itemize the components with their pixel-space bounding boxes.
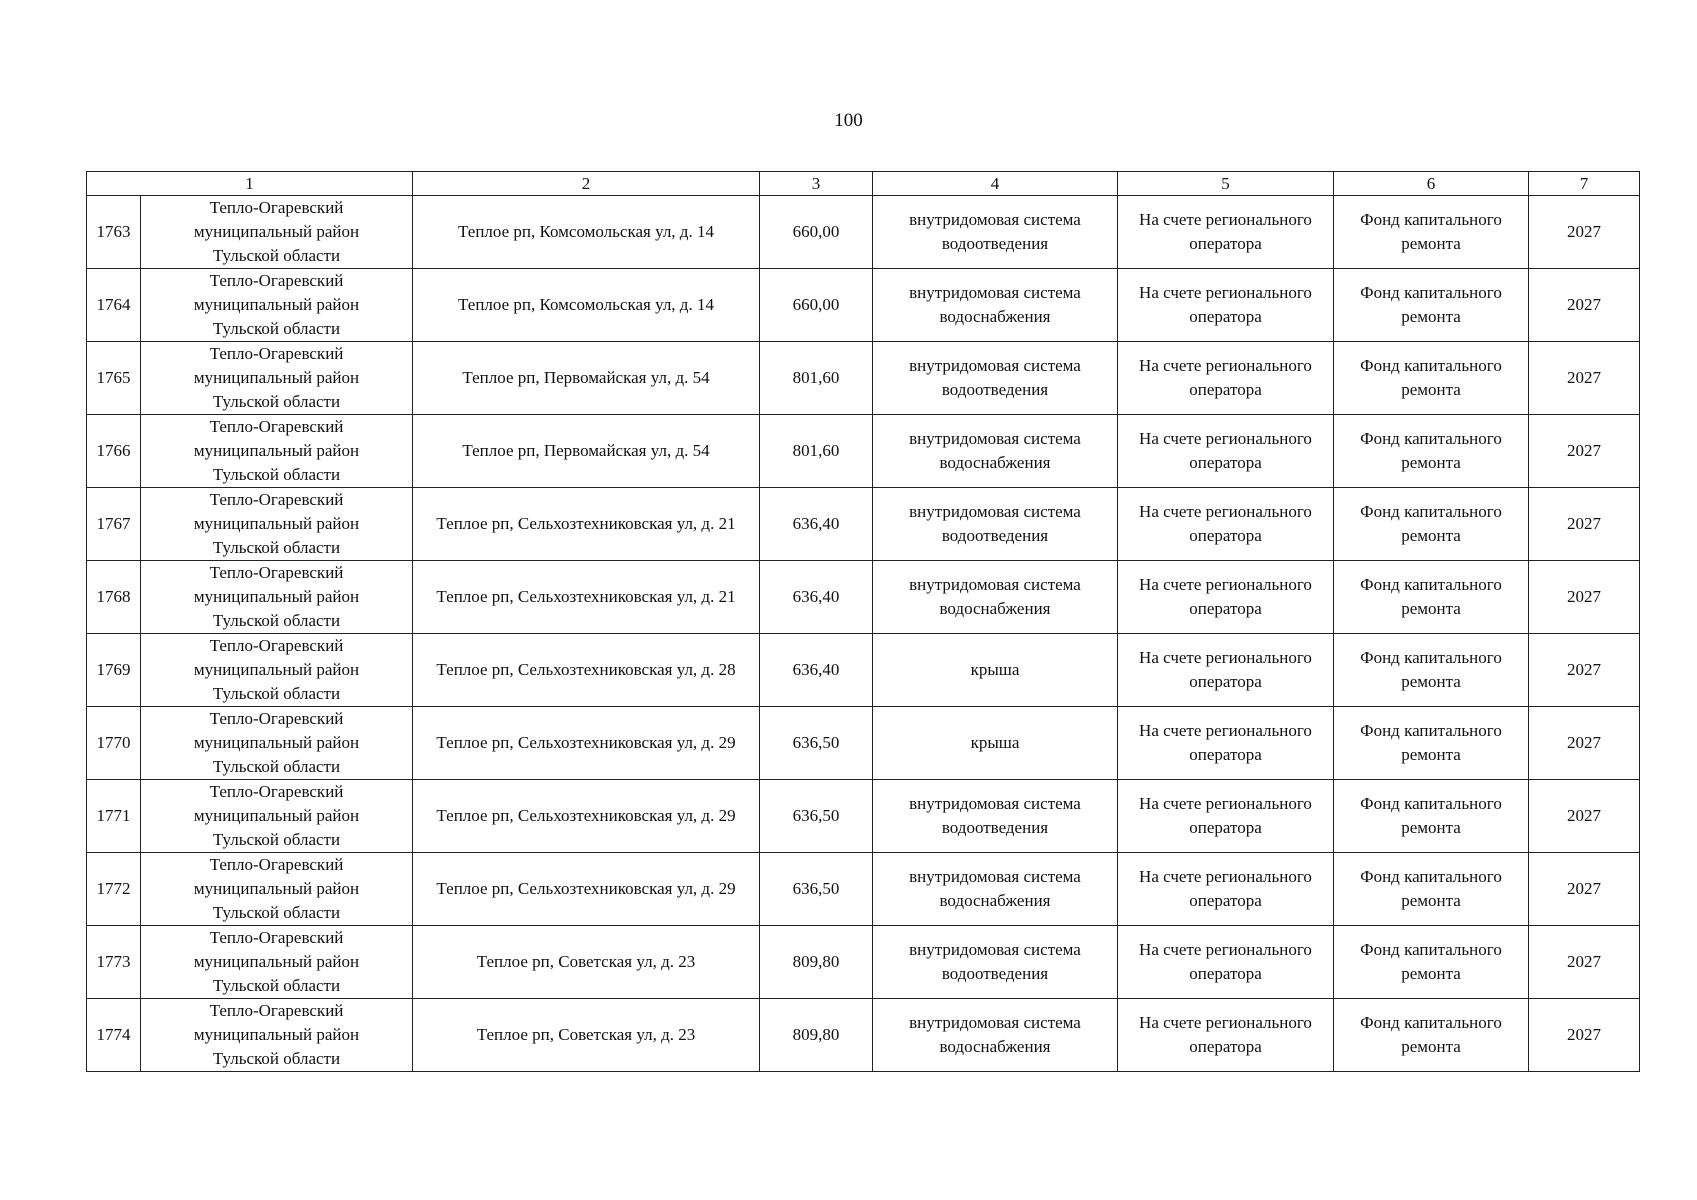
district-cell-line: муниципальный район bbox=[193, 295, 360, 314]
area-cell: 636,50 bbox=[760, 853, 873, 926]
column-number-2: 2 bbox=[413, 172, 760, 196]
account-cell bbox=[1118, 634, 1334, 707]
system-cell-line: водоснабжения bbox=[939, 599, 1051, 618]
year-cell: 2027 bbox=[1529, 269, 1640, 342]
account-cell-line: оператора bbox=[1189, 234, 1262, 253]
district-cell bbox=[141, 707, 413, 780]
account-cell bbox=[1118, 196, 1334, 269]
district-cell-line: Тульской области bbox=[212, 830, 341, 849]
fund-cell-line: Фонд капитального bbox=[1360, 940, 1502, 959]
row-number: 1764 bbox=[87, 269, 141, 342]
district-cell-line: Тепло-Огаревский bbox=[209, 928, 344, 947]
system-cell bbox=[873, 634, 1118, 707]
system-cell-line: внутридомовая система bbox=[909, 502, 1081, 521]
column-number-row bbox=[87, 172, 1640, 196]
fund-cell-line: ремонта bbox=[1401, 599, 1461, 618]
account-cell-line: оператора bbox=[1189, 307, 1262, 326]
account-cell-line: оператора bbox=[1189, 1037, 1262, 1056]
row-number: 1773 bbox=[87, 926, 141, 999]
account-cell-line: оператора bbox=[1189, 672, 1262, 691]
system-cell bbox=[873, 342, 1118, 415]
address-cell: Теплое рп, Комсомольская ул, д. 14 bbox=[413, 269, 760, 342]
address-cell: Теплое рп, Сельхозтехниковская ул, д. 28 bbox=[413, 634, 760, 707]
district-cell-line: муниципальный район bbox=[193, 514, 360, 533]
system-cell-line: внутридомовая система bbox=[909, 1013, 1081, 1032]
fund-cell bbox=[1334, 926, 1529, 999]
area-cell: 809,80 bbox=[760, 926, 873, 999]
fund-cell-line: Фонд капитального bbox=[1360, 1013, 1502, 1032]
fund-cell-line: Фонд капитального bbox=[1360, 356, 1502, 375]
system-cell bbox=[873, 196, 1118, 269]
area-cell: 636,50 bbox=[760, 780, 873, 853]
district-cell-line: муниципальный район bbox=[193, 587, 360, 606]
row-number: 1774 bbox=[87, 999, 141, 1072]
account-cell-line: оператора bbox=[1189, 599, 1262, 618]
address-cell: Теплое рп, Советская ул, д. 23 bbox=[413, 999, 760, 1072]
account-cell-line: На счете регионального bbox=[1139, 1013, 1312, 1032]
district-cell-line: Тульской области bbox=[212, 757, 341, 776]
district-cell bbox=[141, 634, 413, 707]
district-cell-line: муниципальный район bbox=[193, 368, 360, 387]
account-cell-line: На счете регионального bbox=[1139, 210, 1312, 229]
system-cell-line: внутридомовая система bbox=[909, 356, 1081, 375]
district-cell bbox=[141, 342, 413, 415]
year-cell: 2027 bbox=[1529, 634, 1640, 707]
district-cell-line: муниципальный район bbox=[193, 1025, 360, 1044]
fund-cell bbox=[1334, 415, 1529, 488]
district-cell bbox=[141, 269, 413, 342]
row-number: 1768 bbox=[87, 561, 141, 634]
district-cell bbox=[141, 780, 413, 853]
row-number: 1763 bbox=[87, 196, 141, 269]
year-cell: 2027 bbox=[1529, 196, 1640, 269]
district-cell-line: Тульской области bbox=[212, 1049, 341, 1068]
district-cell-line: Тепло-Огаревский bbox=[209, 563, 344, 582]
fund-cell bbox=[1334, 634, 1529, 707]
system-cell-line: внутридомовая система bbox=[909, 794, 1081, 813]
row-number: 1765 bbox=[87, 342, 141, 415]
account-cell bbox=[1118, 853, 1334, 926]
district-cell bbox=[141, 196, 413, 269]
column-number-3: 3 bbox=[760, 172, 873, 196]
account-cell-line: оператора bbox=[1189, 891, 1262, 910]
row-number: 1769 bbox=[87, 634, 141, 707]
address-cell: Теплое рп, Советская ул, д. 23 bbox=[413, 926, 760, 999]
address-cell: Теплое рп, Сельхозтехниковская ул, д. 29 bbox=[413, 853, 760, 926]
system-cell bbox=[873, 707, 1118, 780]
fund-cell-line: Фонд капитального bbox=[1360, 794, 1502, 813]
account-cell bbox=[1118, 342, 1334, 415]
table-row bbox=[87, 999, 1640, 1072]
table-row bbox=[87, 561, 1640, 634]
district-cell-line: Тепло-Огаревский bbox=[209, 271, 344, 290]
system-cell bbox=[873, 926, 1118, 999]
district-cell-line: Тепло-Огаревский bbox=[209, 490, 344, 509]
district-cell bbox=[141, 561, 413, 634]
row-number: 1772 bbox=[87, 853, 141, 926]
table-row bbox=[87, 926, 1640, 999]
fund-cell-line: ремонта bbox=[1401, 453, 1461, 472]
account-cell-line: оператора bbox=[1189, 380, 1262, 399]
district-cell-line: Тульской области bbox=[212, 684, 341, 703]
district-cell-line: Тепло-Огаревский bbox=[209, 417, 344, 436]
account-cell-line: оператора bbox=[1189, 745, 1262, 764]
page-number: 100 bbox=[834, 110, 863, 131]
fund-cell bbox=[1334, 269, 1529, 342]
district-cell bbox=[141, 853, 413, 926]
year-cell: 2027 bbox=[1529, 488, 1640, 561]
district-cell-line: Тульской области bbox=[212, 319, 341, 338]
account-cell bbox=[1118, 999, 1334, 1072]
district-cell-line: Тепло-Огаревский bbox=[209, 636, 344, 655]
table-row bbox=[87, 634, 1640, 707]
table-row bbox=[87, 780, 1640, 853]
fund-cell-line: Фонд капитального bbox=[1360, 575, 1502, 594]
fund-cell-line: ремонта bbox=[1401, 891, 1461, 910]
system-cell-line: крыша bbox=[970, 733, 1020, 752]
area-cell: 636,40 bbox=[760, 561, 873, 634]
year-cell: 2027 bbox=[1529, 707, 1640, 780]
year-cell: 2027 bbox=[1529, 415, 1640, 488]
area-cell: 660,00 bbox=[760, 269, 873, 342]
fund-cell-line: ремонта bbox=[1401, 234, 1461, 253]
district-cell-line: муниципальный район bbox=[193, 660, 360, 679]
fund-cell-line: Фонд капитального bbox=[1360, 721, 1502, 740]
area-cell: 636,40 bbox=[760, 488, 873, 561]
account-cell-line: оператора bbox=[1189, 526, 1262, 545]
account-cell bbox=[1118, 561, 1334, 634]
district-cell-line: Тепло-Огаревский bbox=[209, 344, 344, 363]
year-cell: 2027 bbox=[1529, 853, 1640, 926]
fund-cell-line: Фонд капитального bbox=[1360, 502, 1502, 521]
system-cell-line: водоотведения bbox=[941, 234, 1049, 253]
district-cell-line: муниципальный район bbox=[193, 952, 360, 971]
fund-cell-line: ремонта bbox=[1401, 672, 1461, 691]
district-cell-line: Тепло-Огаревский bbox=[209, 855, 344, 874]
system-cell bbox=[873, 269, 1118, 342]
table-body bbox=[87, 172, 1640, 1072]
row-number: 1771 bbox=[87, 780, 141, 853]
system-cell-line: внутридомовая система bbox=[909, 940, 1081, 959]
account-cell-line: На счете регионального bbox=[1139, 648, 1312, 667]
account-cell-line: оператора bbox=[1189, 453, 1262, 472]
account-cell bbox=[1118, 269, 1334, 342]
district-cell bbox=[141, 926, 413, 999]
area-cell: 809,80 bbox=[760, 999, 873, 1072]
system-cell-line: водоснабжения bbox=[939, 891, 1051, 910]
area-cell: 801,60 bbox=[760, 342, 873, 415]
account-cell-line: оператора bbox=[1189, 964, 1262, 983]
table-row bbox=[87, 196, 1640, 269]
system-cell-line: крыша bbox=[970, 660, 1020, 679]
row-number: 1770 bbox=[87, 707, 141, 780]
system-cell bbox=[873, 999, 1118, 1072]
column-number-7: 7 bbox=[1529, 172, 1640, 196]
area-cell: 660,00 bbox=[760, 196, 873, 269]
year-cell: 2027 bbox=[1529, 342, 1640, 415]
column-number-6: 6 bbox=[1334, 172, 1529, 196]
fund-cell bbox=[1334, 999, 1529, 1072]
system-cell-line: водоотведения bbox=[941, 818, 1049, 837]
row-number: 1766 bbox=[87, 415, 141, 488]
account-cell-line: На счете регионального bbox=[1139, 575, 1312, 594]
account-cell bbox=[1118, 488, 1334, 561]
address-cell: Теплое рп, Сельхозтехниковская ул, д. 21 bbox=[413, 561, 760, 634]
repair-schedule-table bbox=[86, 171, 1640, 1072]
district-cell-line: Тульской области bbox=[212, 903, 341, 922]
year-cell: 2027 bbox=[1529, 561, 1640, 634]
account-cell-line: На счете регионального bbox=[1139, 356, 1312, 375]
district-cell-line: Тепло-Огаревский bbox=[209, 198, 344, 217]
district-cell-line: Тульской области bbox=[212, 976, 341, 995]
fund-cell-line: ремонта bbox=[1401, 964, 1461, 983]
system-cell-line: водоснабжения bbox=[939, 1037, 1051, 1056]
district-cell-line: муниципальный район bbox=[193, 733, 360, 752]
fund-cell-line: Фонд капитального bbox=[1360, 648, 1502, 667]
district-cell-line: Тульской области bbox=[212, 392, 341, 411]
system-cell bbox=[873, 853, 1118, 926]
fund-cell-line: Фонд капитального bbox=[1360, 283, 1502, 302]
account-cell-line: На счете регионального bbox=[1139, 283, 1312, 302]
fund-cell bbox=[1334, 196, 1529, 269]
system-cell-line: водоотведения bbox=[941, 380, 1049, 399]
account-cell-line: оператора bbox=[1189, 818, 1262, 837]
address-cell: Теплое рп, Первомайская ул, д. 54 bbox=[413, 342, 760, 415]
table-row bbox=[87, 488, 1640, 561]
fund-cell-line: ремонта bbox=[1401, 818, 1461, 837]
account-cell-line: На счете регионального bbox=[1139, 794, 1312, 813]
table-row bbox=[87, 853, 1640, 926]
fund-cell bbox=[1334, 342, 1529, 415]
address-cell: Теплое рп, Сельхозтехниковская ул, д. 29 bbox=[413, 707, 760, 780]
district-cell bbox=[141, 488, 413, 561]
account-cell bbox=[1118, 926, 1334, 999]
system-cell bbox=[873, 415, 1118, 488]
column-number-1: 1 bbox=[87, 172, 413, 196]
district-cell-line: муниципальный район bbox=[193, 879, 360, 898]
system-cell-line: водоснабжения bbox=[939, 453, 1051, 472]
district-cell-line: Тепло-Огаревский bbox=[209, 782, 344, 801]
account-cell bbox=[1118, 780, 1334, 853]
year-cell: 2027 bbox=[1529, 780, 1640, 853]
year-cell: 2027 bbox=[1529, 926, 1640, 999]
system-cell-line: внутридомовая система bbox=[909, 867, 1081, 886]
system-cell-line: внутридомовая система bbox=[909, 575, 1081, 594]
fund-cell-line: ремонта bbox=[1401, 380, 1461, 399]
column-number-5: 5 bbox=[1118, 172, 1334, 196]
account-cell-line: На счете регионального bbox=[1139, 940, 1312, 959]
fund-cell bbox=[1334, 488, 1529, 561]
fund-cell bbox=[1334, 780, 1529, 853]
fund-cell-line: Фонд капитального bbox=[1360, 429, 1502, 448]
district-cell-line: Тепло-Огаревский bbox=[209, 709, 344, 728]
district-cell-line: Тепло-Огаревский bbox=[209, 1001, 344, 1020]
system-cell-line: внутридомовая система bbox=[909, 283, 1081, 302]
system-cell-line: водоотведения bbox=[941, 964, 1049, 983]
system-cell-line: внутридомовая система bbox=[909, 429, 1081, 448]
district-cell bbox=[141, 415, 413, 488]
fund-cell-line: ремонта bbox=[1401, 307, 1461, 326]
account-cell-line: На счете регионального bbox=[1139, 502, 1312, 521]
address-cell: Теплое рп, Сельхозтехниковская ул, д. 29 bbox=[413, 780, 760, 853]
area-cell: 636,50 bbox=[760, 707, 873, 780]
account-cell bbox=[1118, 415, 1334, 488]
area-cell: 636,40 bbox=[760, 634, 873, 707]
district-cell bbox=[141, 999, 413, 1072]
fund-cell-line: ремонта bbox=[1401, 745, 1461, 764]
fund-cell bbox=[1334, 561, 1529, 634]
account-cell bbox=[1118, 707, 1334, 780]
district-cell-line: муниципальный район bbox=[193, 806, 360, 825]
fund-cell-line: ремонта bbox=[1401, 1037, 1461, 1056]
table-row bbox=[87, 269, 1640, 342]
system-cell-line: внутридомовая система bbox=[909, 210, 1081, 229]
table-row bbox=[87, 707, 1640, 780]
system-cell bbox=[873, 488, 1118, 561]
column-number-4: 4 bbox=[873, 172, 1118, 196]
district-cell-line: Тульской области bbox=[212, 465, 341, 484]
area-cell: 801,60 bbox=[760, 415, 873, 488]
district-cell-line: муниципальный район bbox=[193, 222, 360, 241]
district-cell-line: Тульской области bbox=[212, 538, 341, 557]
address-cell: Теплое рп, Первомайская ул, д. 54 bbox=[413, 415, 760, 488]
year-cell: 2027 bbox=[1529, 999, 1640, 1072]
fund-cell bbox=[1334, 707, 1529, 780]
row-number: 1767 bbox=[87, 488, 141, 561]
district-cell-line: муниципальный район bbox=[193, 441, 360, 460]
fund-cell bbox=[1334, 853, 1529, 926]
district-cell-line: Тульской области bbox=[212, 246, 341, 265]
table-row bbox=[87, 342, 1640, 415]
system-cell-line: водоотведения bbox=[941, 526, 1049, 545]
account-cell-line: На счете регионального bbox=[1139, 429, 1312, 448]
fund-cell-line: Фонд капитального bbox=[1360, 210, 1502, 229]
district-cell-line: Тульской области bbox=[212, 611, 341, 630]
address-cell: Теплое рп, Комсомольская ул, д. 14 bbox=[413, 196, 760, 269]
system-cell-line: водоснабжения bbox=[939, 307, 1051, 326]
fund-cell-line: Фонд капитального bbox=[1360, 867, 1502, 886]
system-cell bbox=[873, 780, 1118, 853]
account-cell-line: На счете регионального bbox=[1139, 867, 1312, 886]
fund-cell-line: ремонта bbox=[1401, 526, 1461, 545]
account-cell-line: На счете регионального bbox=[1139, 721, 1312, 740]
address-cell: Теплое рп, Сельхозтехниковская ул, д. 21 bbox=[413, 488, 760, 561]
table-row bbox=[87, 415, 1640, 488]
system-cell bbox=[873, 561, 1118, 634]
